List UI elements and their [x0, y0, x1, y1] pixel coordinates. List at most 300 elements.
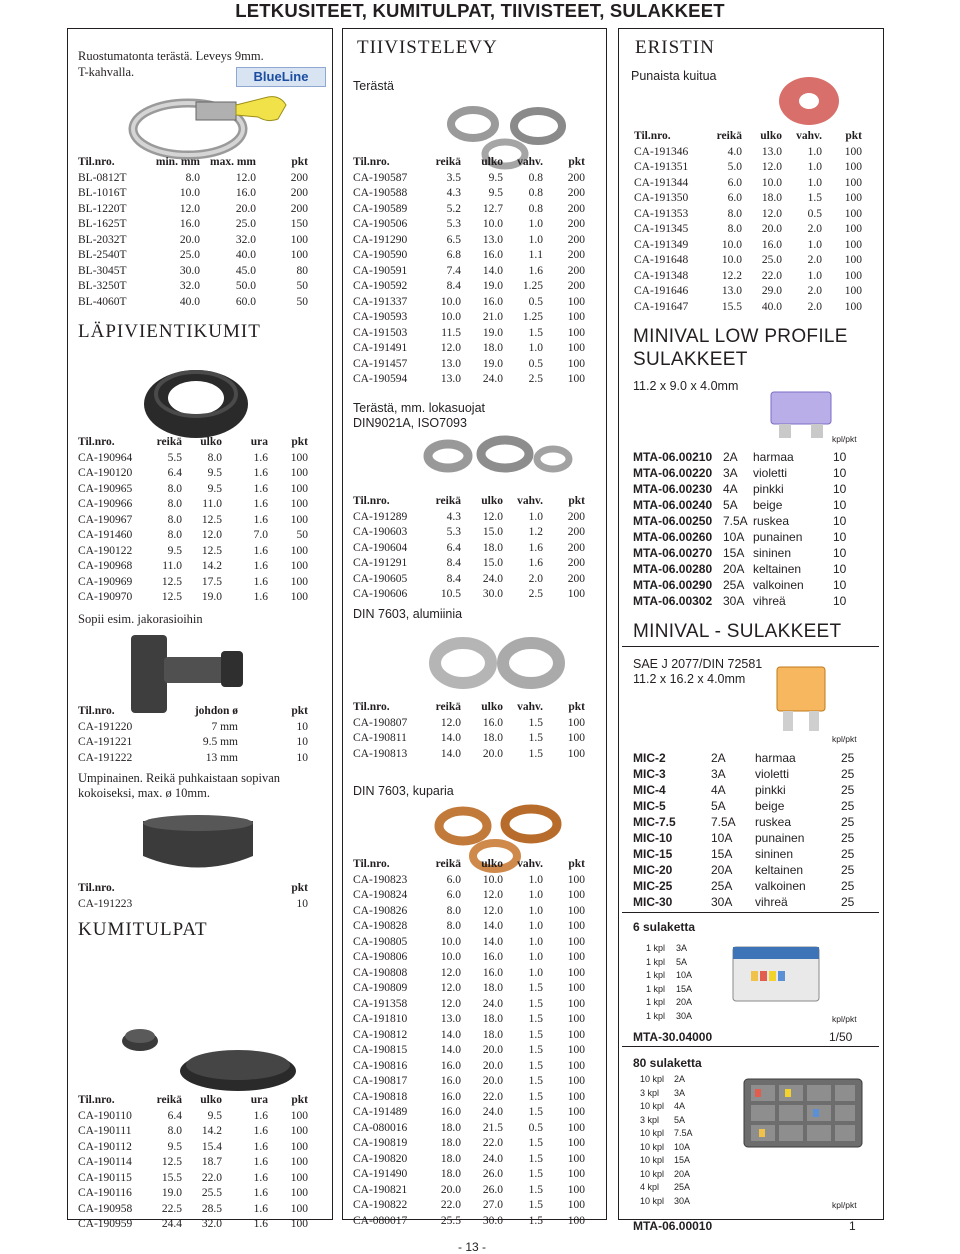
table-cell: 0.5 [528, 295, 543, 308]
table-cell: 12.0 [482, 889, 503, 901]
kit6-divider [622, 912, 879, 913]
table-cell: CA-190959 [78, 1218, 133, 1230]
column-header: ulko [481, 495, 503, 507]
steel-washer-table [353, 155, 585, 388]
table-cell: MTA-06.00250 [633, 514, 713, 528]
table-cell: 40.0 [761, 300, 782, 313]
copper-row [353, 873, 585, 889]
table-cell: 100 [567, 295, 585, 308]
table-cell: 100 [567, 920, 585, 932]
lowprofile-table [633, 449, 863, 609]
grommet-row [78, 590, 308, 606]
table-cell: 100 [290, 498, 308, 510]
table-cell: 9.5 [488, 171, 503, 184]
table-cell: BL-1016T [78, 187, 127, 199]
table-cell: 100 [567, 1044, 585, 1056]
table-cell: 15.5 [721, 300, 742, 313]
table-cell: CA-190589 [353, 202, 408, 215]
table-cell: 8.4 [446, 572, 461, 585]
kit6-item [645, 996, 707, 1010]
lowprofile-fuse-row [633, 513, 863, 529]
table-cell: 20A [676, 997, 693, 1007]
table-cell: 100 [290, 591, 308, 603]
table-cell: 10 kpl [640, 1141, 665, 1152]
column-header: Til.nro. [353, 156, 390, 168]
table-cell: BL-3250T [78, 280, 127, 292]
table-cell: 32.0 [235, 233, 256, 246]
column-header: pkt [568, 701, 585, 713]
table-header [353, 494, 585, 510]
table-cell: 1.0 [528, 510, 543, 523]
steel-washer-row [353, 295, 585, 311]
table-cell: CA-191345 [634, 223, 689, 235]
table-cell: CA-190813 [353, 747, 408, 760]
table-cell: 5A [711, 799, 726, 813]
grommet-row [78, 559, 308, 575]
din-steel-row [353, 556, 585, 572]
plugs-title: KUMITULPAT [78, 919, 208, 940]
table-cell: 12.0 [440, 966, 461, 979]
table-cell: 20.0 [482, 1075, 503, 1087]
plug-row [78, 1124, 308, 1140]
lowprofile-fuse-row [633, 593, 863, 609]
table-cell: CA-191221 [78, 736, 133, 748]
table-cell: 21.5 [482, 1121, 503, 1134]
insulator-row [634, 269, 862, 285]
table-cell: 3A [723, 466, 738, 480]
table-cell: 2.0 [807, 223, 822, 235]
table-cell: 13.0 [721, 285, 742, 297]
table-cell: 18.0 [482, 1013, 503, 1025]
table-cell: 1 kpl [646, 1010, 666, 1021]
table-cell: 1.6 [528, 541, 543, 554]
table-cell: 12.7 [482, 202, 503, 215]
table-cell: 100 [290, 1187, 308, 1199]
table-cell: CA-190606 [353, 588, 408, 600]
table-cell: 4A [723, 482, 738, 496]
table-cell: 100 [567, 904, 585, 917]
lowprofile-fuse-row [633, 465, 863, 481]
steel-label: Terästä [353, 79, 394, 93]
lowprofile-size: 11.2 x 9.0 x 4.0mm [633, 379, 739, 393]
kit80-item [639, 1141, 707, 1155]
table-cell: 60.0 [235, 295, 256, 308]
table-cell: 29.0 [761, 285, 782, 297]
table-cell: 200 [290, 202, 308, 215]
table-cell: 16.0 [440, 1106, 461, 1118]
table-cell: 25 [841, 847, 855, 861]
table-cell: 30A [711, 895, 733, 909]
table-cell: 9.5 [207, 1109, 222, 1122]
kit6-item [645, 969, 707, 983]
grommet-title: LÄPIVIENTIKUMIT [78, 321, 261, 342]
table-cell: MTA-06.00290 [633, 578, 713, 592]
table-cell: 100 [290, 467, 308, 479]
table-cell: CA-190967 [78, 513, 133, 526]
table-cell: CA-190968 [78, 560, 133, 572]
table-header [353, 155, 585, 171]
table-cell: 6.4 [167, 467, 182, 479]
table-cell: 14.2 [201, 1125, 222, 1137]
kit6-title: 6 sulaketta [633, 920, 696, 934]
minival-fuse-row [633, 798, 871, 814]
copper-table [353, 857, 585, 1229]
steel-washer-row [353, 279, 585, 295]
table-cell: 12.5 [161, 1156, 182, 1168]
lowprofile-kpl: kpl/pkt [832, 434, 857, 444]
table-cell: 18.0 [761, 192, 782, 204]
table-cell: 100 [567, 326, 585, 339]
aluminium-row [353, 731, 585, 747]
table-cell: 100 [290, 249, 308, 261]
table-cell: CA-190115 [78, 1171, 132, 1184]
table-cell: 3A [674, 1087, 686, 1098]
kit6-list [645, 942, 707, 1023]
table-cell: 16.0 [440, 1059, 461, 1072]
table-cell: 16.0 [179, 218, 200, 230]
table-cell: 12.5 [161, 575, 182, 588]
table-cell: 1.5 [528, 732, 543, 744]
table-cell: 100 [844, 238, 862, 251]
table-cell: 100 [844, 269, 862, 282]
kit80-item [639, 1073, 707, 1087]
table-cell: 100 [290, 482, 308, 495]
table-cell: 13.0 [440, 373, 461, 385]
table-cell: harmaa [753, 450, 794, 464]
table-cell: 18.7 [201, 1156, 222, 1168]
table-cell: 30A [676, 1010, 693, 1021]
clamp-desc-1: Ruostumatonta terästä. Leveys 9mm. [78, 49, 264, 63]
table-cell: 1.0 [528, 218, 543, 230]
insulator-row [634, 176, 862, 192]
kit80-code: MTA-06.00010 [633, 1219, 713, 1233]
table-cell: 1.1 [528, 249, 543, 261]
table-cell: 100 [290, 560, 308, 572]
clamp-row [78, 264, 308, 280]
table-cell: 9.5 [207, 467, 222, 479]
table-cell: 11.0 [162, 560, 182, 572]
table-cell: 100 [567, 889, 585, 901]
table-cell: CA-190816 [353, 1059, 408, 1072]
table-cell: 6.4 [167, 1109, 182, 1122]
table-cell: CA-190806 [353, 951, 408, 963]
column-header: pkt [568, 858, 585, 870]
table-cell: CA-190809 [353, 982, 408, 994]
table-cell: 20.0 [482, 1044, 503, 1056]
table-cell: CA-190587 [353, 171, 408, 184]
table-cell: 1.6 [253, 544, 268, 557]
grommet-row [78, 528, 308, 544]
junction-row [78, 720, 308, 736]
table-cell: CA-191810 [353, 1013, 408, 1025]
table-cell: 8.0 [207, 451, 222, 464]
table-cell: 1.6 [253, 560, 268, 572]
table-cell: BL-3045T [78, 264, 127, 277]
kit6-kpl: kpl/pkt [832, 1014, 857, 1024]
din-steel-label-1: Terästä, mm. lokasuojat [353, 401, 485, 415]
column-header: ulko [200, 1094, 222, 1106]
lowprofile-title-2: SULAKKEET [633, 349, 748, 370]
table-cell: 4 kpl [640, 1182, 660, 1192]
table-cell: 25 [841, 767, 855, 781]
table-cell: 1.6 [253, 1187, 268, 1199]
table-cell: 1.5 [528, 1106, 543, 1118]
table-header [78, 155, 308, 171]
table-cell: 2A [674, 1074, 686, 1084]
plug-row [78, 1155, 308, 1171]
table-cell: CA-191648 [634, 254, 689, 266]
table-cell: 13 mm [205, 751, 238, 764]
table-cell: beige [755, 799, 785, 813]
clamp-table [78, 155, 308, 310]
table-cell: 100 [567, 982, 585, 994]
steel-washer-row [353, 341, 585, 357]
table-cell: 1.5 [528, 1059, 543, 1072]
table-cell: 11.0 [202, 498, 222, 510]
table-cell: 22.0 [761, 269, 782, 282]
column-header: Til.nro. [353, 701, 390, 713]
kit80-item [639, 1127, 707, 1141]
table-cell: 22.0 [482, 1137, 503, 1149]
table-cell: CA-190588 [353, 187, 408, 199]
table-cell: MIC-4 [633, 783, 666, 797]
table-cell: 50 [296, 295, 308, 308]
table-cell: CA-191489 [353, 1106, 408, 1118]
column-header: pkt [291, 436, 308, 448]
column-header: pkt [568, 495, 585, 507]
lowprofile-fuse-row [633, 561, 863, 577]
table-cell: CA-190590 [353, 249, 408, 261]
table-cell: CA-190605 [353, 572, 408, 585]
column-header: ulko [200, 436, 222, 448]
copper-row [353, 1198, 585, 1214]
table-cell: 20.0 [482, 1059, 503, 1072]
table-cell: 28.5 [201, 1202, 222, 1215]
table-cell: 100 [290, 513, 308, 526]
table-cell: BL-1220T [78, 202, 127, 215]
copper-row [353, 950, 585, 966]
table-cell: 0.8 [528, 202, 543, 215]
table-cell: 1 kpl [646, 943, 666, 953]
table-cell: 13.0 [761, 145, 782, 158]
grommet-table [78, 435, 308, 606]
column-insulators-fuses [618, 28, 884, 1233]
din-steel-table [353, 494, 585, 603]
table-cell: 19.0 [482, 357, 503, 370]
column-clamps-grommets [67, 28, 333, 1230]
table-cell: 8.0 [167, 498, 182, 510]
table-cell: MIC-3 [633, 767, 666, 781]
copper-row [353, 1183, 585, 1199]
table-cell: CA-190970 [78, 591, 133, 603]
table-cell: 1.5 [528, 1090, 543, 1103]
lowprofile-fuse-row [633, 545, 863, 561]
minival-fuse-row [633, 894, 871, 910]
column-header: vahv. [517, 701, 543, 713]
grommet-row [78, 451, 308, 467]
column-header: Til.nro. [634, 130, 671, 142]
table-cell: BL-2032T [78, 233, 127, 246]
table-cell: 10A [723, 530, 745, 544]
table-cell: 20.0 [482, 747, 503, 760]
table-cell: 1.5 [528, 1214, 543, 1227]
plug-row [78, 1140, 308, 1156]
table-cell: 24.0 [482, 1106, 503, 1118]
table-cell: 18.0 [440, 1168, 461, 1180]
insulator-row [634, 238, 862, 254]
table-cell: CA-191647 [634, 300, 689, 313]
table-cell: 10 [833, 450, 847, 464]
table-cell: 25.0 [761, 254, 782, 266]
table-cell: CA-191344 [634, 176, 689, 189]
plug-row [78, 1202, 308, 1218]
copper-row [353, 919, 585, 935]
table-cell: MIC-30 [633, 895, 673, 909]
column-header: johdon ø [194, 705, 238, 717]
table-cell: 12.0 [761, 207, 782, 220]
lowprofile-fuse-row [633, 577, 863, 593]
table-cell: 10A [711, 831, 733, 845]
copper-label: DIN 7603, kuparia [353, 784, 454, 798]
table-cell: CA-190594 [353, 373, 408, 385]
table-cell: MTA-06.00302 [633, 594, 713, 608]
aluminium-row [353, 716, 585, 732]
table-cell: 0.5 [807, 207, 822, 220]
table-cell: 12.5 [201, 544, 222, 557]
table-cell: 10.0 [482, 873, 503, 886]
table-cell: CA-190823 [353, 873, 408, 886]
minival-title: MINIVAL - SULAKKEET [633, 621, 842, 642]
table-cell: 1.5 [528, 1044, 543, 1056]
kit80-divider [622, 1046, 879, 1047]
table-cell: 6.4 [446, 541, 461, 554]
aluminium-table [353, 700, 585, 762]
table-cell: 100 [567, 732, 585, 744]
minival-fuse-row [633, 878, 871, 894]
grommet-row [78, 482, 308, 498]
column-header: reikä [156, 1094, 182, 1106]
minival-kpl: kpl/pkt [832, 734, 857, 744]
table-cell: 22.5 [161, 1202, 182, 1215]
table-cell: 32.0 [201, 1218, 222, 1230]
table-cell: 10 [833, 562, 847, 576]
table-cell: 4.0 [727, 145, 742, 158]
table-cell: CA-190966 [78, 498, 133, 510]
table-cell: 200 [567, 249, 585, 261]
table-cell: pinkki [755, 783, 786, 797]
minival-fuse-row [633, 782, 871, 798]
insulator-row [634, 145, 862, 161]
table-cell: 2.0 [528, 572, 543, 585]
table-cell: CA-191337 [353, 295, 408, 308]
steel-washer-row [353, 264, 585, 280]
table-cell: 12.0 [440, 716, 461, 729]
table-cell: 10 [833, 546, 847, 560]
table-cell: 20A [723, 562, 745, 576]
kit80-item [639, 1168, 707, 1182]
minival-fuse-row [633, 862, 871, 878]
table-cell: 100 [844, 300, 862, 313]
clamp-row [78, 202, 308, 218]
table-cell: ruskea [753, 514, 790, 528]
page-title: LETKUSITEET, KUMITULPAT, TIIVISTEET, SULAKKEET [235, 0, 725, 21]
kit80-title: 80 sulaketta [633, 1056, 702, 1070]
table-cell: CA-191490 [353, 1168, 408, 1180]
table-cell: 15A [676, 983, 693, 994]
insulator-table [634, 129, 862, 315]
kit80-list [639, 1073, 707, 1208]
table-cell: 10 [833, 514, 847, 528]
column-header: reikä [435, 701, 461, 713]
column-header: Til.nro. [353, 495, 390, 507]
table-cell: MTA-06.00260 [633, 530, 713, 544]
plug-row [78, 1109, 308, 1125]
grommet-image [138, 364, 258, 444]
table-cell: 9.5 [167, 544, 182, 557]
table-cell: 16.0 [482, 295, 503, 308]
minival-standard: SAE J 2077/DIN 72581 [633, 657, 763, 671]
column-header: Til.nro. [353, 858, 390, 870]
table-cell: 40.0 [179, 295, 200, 308]
table-cell: 20A [711, 863, 733, 877]
table-cell: 6.8 [446, 249, 461, 261]
table-cell: 4.3 [446, 510, 461, 523]
table-cell: 40.0 [235, 249, 256, 261]
table-cell: 25.5 [440, 1214, 461, 1227]
grommet-row [78, 575, 308, 591]
minival-size: 11.2 x 16.2 x 4.0mm [633, 672, 746, 686]
table-cell: CA-190603 [353, 526, 408, 538]
table-cell: 30.0 [482, 588, 503, 600]
column-header: reikä [716, 130, 742, 142]
table-cell: 16.0 [482, 249, 503, 261]
copper-row [353, 1043, 585, 1059]
table-cell: 10 [296, 751, 308, 764]
kit80-item [639, 1195, 707, 1209]
table-cell: CA-190822 [353, 1199, 408, 1211]
table-cell: 100 [567, 1214, 585, 1227]
table-cell: beige [753, 498, 783, 512]
table-cell: MTA-06.00230 [633, 482, 713, 496]
grommet-row [78, 544, 308, 560]
table-cell: 8.0 [446, 920, 461, 932]
kit6-item [645, 1010, 707, 1024]
minival-divider [622, 646, 879, 647]
table-cell: 12.0 [482, 510, 503, 523]
table-cell: MIC-20 [633, 863, 673, 877]
table-cell: 1.0 [528, 233, 543, 246]
clamp-row [78, 217, 308, 233]
table-cell: 100 [844, 285, 862, 297]
table-cell: 25A [711, 879, 733, 893]
table-cell: 10.0 [440, 295, 461, 308]
lowprofile-fuse-row [633, 481, 863, 497]
minival-fuse-row [633, 750, 871, 766]
table-cell: 9.5 [207, 482, 222, 495]
table-cell: 25 [841, 799, 855, 813]
steel-washer-row [353, 248, 585, 264]
table-cell: 100 [567, 311, 585, 323]
table-cell: 2.0 [807, 285, 822, 297]
grommet-row [78, 513, 308, 529]
table-cell: CA-190958 [78, 1202, 133, 1215]
column-header: pkt [291, 1094, 308, 1106]
table-cell: CA-191358 [353, 997, 408, 1010]
table-cell: 18.0 [440, 1137, 461, 1149]
table-cell: 100 [567, 1152, 585, 1165]
table-cell: 100 [567, 966, 585, 979]
lowprofile-title-1: MINIVAL LOW PROFILE [633, 326, 848, 347]
